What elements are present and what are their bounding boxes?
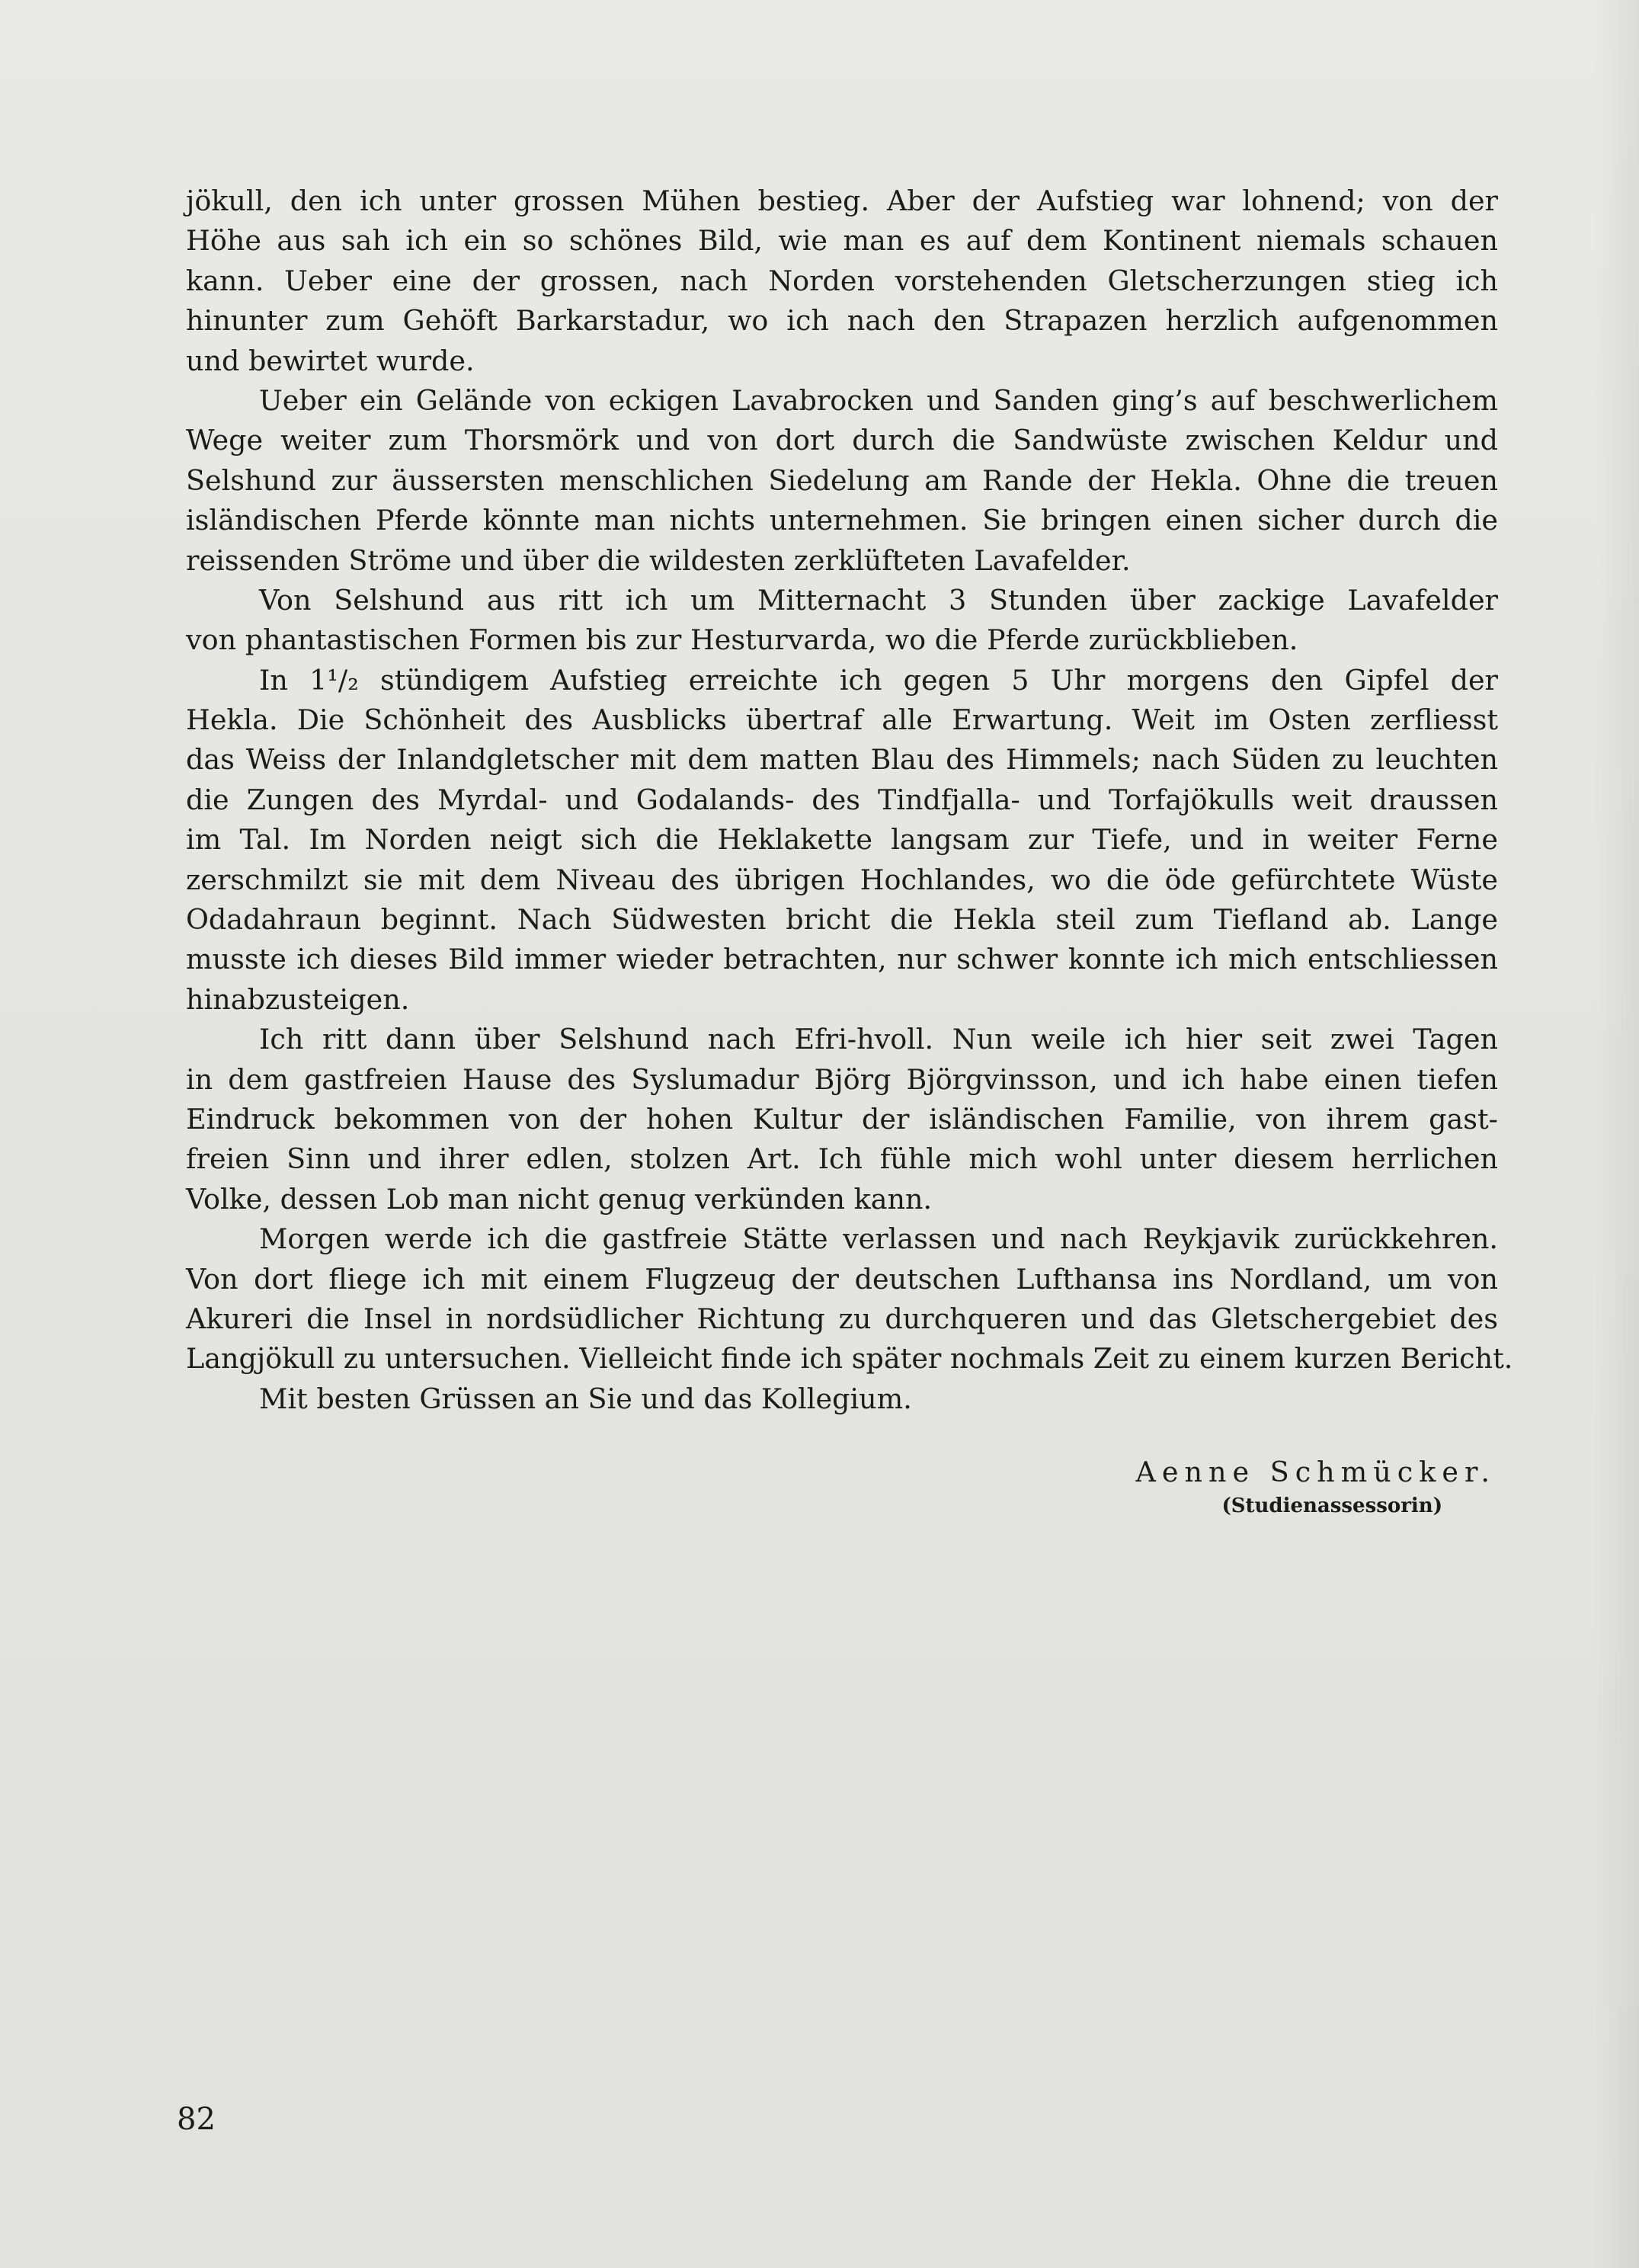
signature-title: (Studienassessorin) [1221, 1494, 1442, 1517]
text-line: hinabzusteigen. [186, 982, 410, 1016]
text-line: das Weiss der Inlandgletscher mit dem matten Blau des Himmels; nach Süden zu leuchten [186, 743, 1498, 777]
text-line: in dem gastfreien Hause des Syslumadur Björg Björgvinsson, und ich habe einen tiefen [186, 1062, 1498, 1096]
text-line: freien Sinn und ihrer edlen, stolzen Art. Ich fühle mich wohl unter diesem herrlichen [186, 1142, 1498, 1176]
text-line: Volke, dessen Lob man nicht genug verkünden kann. [186, 1182, 933, 1216]
text-line: die Zungen des Myrdal- und Godalands- des Tindfjalla- und Torfajökulls weit draussen [186, 783, 1498, 816]
text-line: Höhe aus sah ich ein so schönes Bild, wie man es auf dem Kontinent niemals schauen [186, 224, 1498, 258]
text-line: Morgen werde ich die gastfreie Stätte verlassen und nach Reykjavik zurückkehren. [259, 1222, 1498, 1256]
page-edge-shadow [1593, 0, 1639, 2268]
text-line: Odadahraun beginnt. Nach Südwesten bricht die Hekla steil zum Tiefland ab. Lange [186, 903, 1498, 937]
text-line: von phantastischen Formen bis zur Hesturvarda, wo die Pferde zurückblieben. [186, 623, 1298, 657]
text-line: Von Selshund aus ritt ich um Mitternacht 3 Stunden über zackige Lavafelder [259, 583, 1498, 617]
text-line: musste ich dieses Bild immer wieder betrachten, nur schwer konnte ich mich entschliessen [186, 943, 1498, 976]
text-line: hinunter zum Gehöft Barkarstadur, wo ich nach den Strapazen herzlich aufgenommen [186, 304, 1498, 338]
text-line: und bewirtet wurde. [186, 344, 475, 377]
text-line: Langjökull zu untersuchen. Vielleicht finde ich später nochmals Zeit zu einem kurzen Bericht. [186, 1342, 1513, 1376]
text-line: Hekla. Die Schönheit des Ausblicks übertraf alle Erwartung. Weit im Osten zerfliesst [186, 703, 1498, 737]
text-line: jökull, den ich unter grossen Mühen bestieg. Aber der Aufstieg war lohnend; von der [186, 184, 1498, 217]
text-line: isländischen Pferde könnte man nichts unternehmen. Sie bringen einen sicher durch die [186, 504, 1498, 537]
text-line: kann. Ueber eine der grossen, nach Norden vorstehenden Gletscherzungen stieg ich [186, 264, 1498, 297]
text-line: Wege weiter zum Thorsmörk und von dort durch die Sandwüste zwischen Keldur und [186, 424, 1498, 457]
text-line: Akureri die Insel in nordsüdlicher Richtung zu durchqueren und das Gletschergebiet des [186, 1302, 1498, 1335]
signature-name: Aenne Schmücker. [1135, 1456, 1496, 1488]
text-line: reissenden Ströme und über die wildesten zerklüfteten Lavafelder. [186, 543, 1131, 577]
text-line: Mit besten Grüssen an Sie und das Kollegium. [259, 1382, 912, 1415]
text-line: Ich ritt dann über Selshund nach Efri-hvoll. Nun weile ich hier seit zwei Tagen [259, 1023, 1498, 1056]
text-line: im Tal. Im Norden neigt sich die Heklakette langsam zur Tiefe, und in weiter Ferne [186, 823, 1498, 857]
text-line: Ueber ein Gelände von eckigen Lavabrocken und Sanden ging’s auf beschwerlichem [259, 383, 1498, 417]
text-line: Selshund zur äussersten menschlichen Siedelung am Rande der Hekla. Ohne die treuen [186, 463, 1498, 497]
text-line: Von dort fliege ich mit einem Flugzeug der deutschen Lufthansa ins Nordland, um von [186, 1262, 1498, 1296]
signature-block [1136, 1454, 1496, 1521]
text-line: zerschmilzt sie mit dem Niveau des übrigen Hochlandes, wo die öde gefürchtete Wüste [186, 863, 1498, 896]
text-line: Eindruck bekommen von der hohen Kultur der isländischen Familie, von ihrem gast- [186, 1102, 1498, 1136]
text-line: In 1¹/₂ stündigem Aufstieg erreichte ich gegen 5 Uhr morgens den Gipfel der [259, 663, 1498, 697]
page-number: 82 [177, 2102, 216, 2137]
letter-body [186, 181, 1513, 1419]
